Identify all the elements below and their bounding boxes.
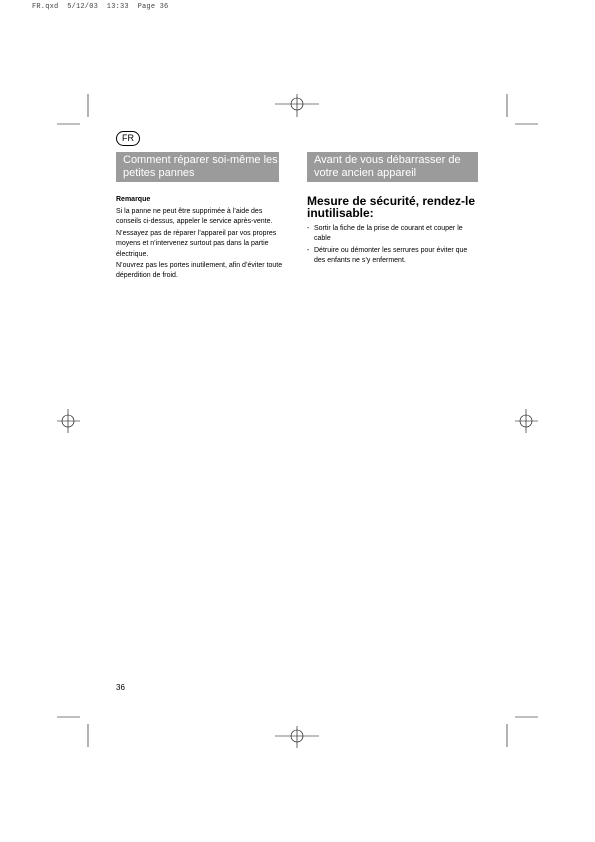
remark-paragraph: N’essayez pas de réparer l’appareil par vos propres moyens et n’intervenez surtout pas dans la partie électrique. <box>116 230 277 258</box>
safety-section <box>307 195 479 267</box>
remark-paragraph: Si la panne ne peut être supprimée à l’aide des conseils ci-dessus, appeler le service après-vente. <box>116 208 273 226</box>
registration-mark-bottom <box>275 726 319 748</box>
safety-list <box>307 224 479 266</box>
remark-title: Remarque <box>116 196 151 203</box>
section-header-disposal: Avant de vous débarrasser de votre ancien appareil <box>307 152 478 182</box>
language-badge: FR <box>116 131 140 146</box>
section-header-repair: Comment réparer soi-même les petites pannes <box>116 152 279 182</box>
registration-mark-left <box>57 409 80 433</box>
remark-paragraph: N’ouvrez pas les portes inutilement, afin d’éviter toute déperdition de froid. <box>116 262 283 280</box>
print-slug: FR.qxd 5/12/03 13:33 Page 36 <box>32 3 169 11</box>
safety-list-item: - Détruire ou démonter les serrures pour éviter que des enfants ne s’y enferment. <box>307 246 479 266</box>
registration-mark-right <box>515 409 538 433</box>
registration-mark-top <box>275 94 319 117</box>
safety-title: Mesure de sécurité, rendez-le inutilisable: <box>307 194 476 220</box>
safety-list-item: - Sortir la fiche de la prise de courant et couper le cable <box>307 224 479 244</box>
page-number: 36 <box>116 683 125 692</box>
remark-section <box>116 195 286 283</box>
